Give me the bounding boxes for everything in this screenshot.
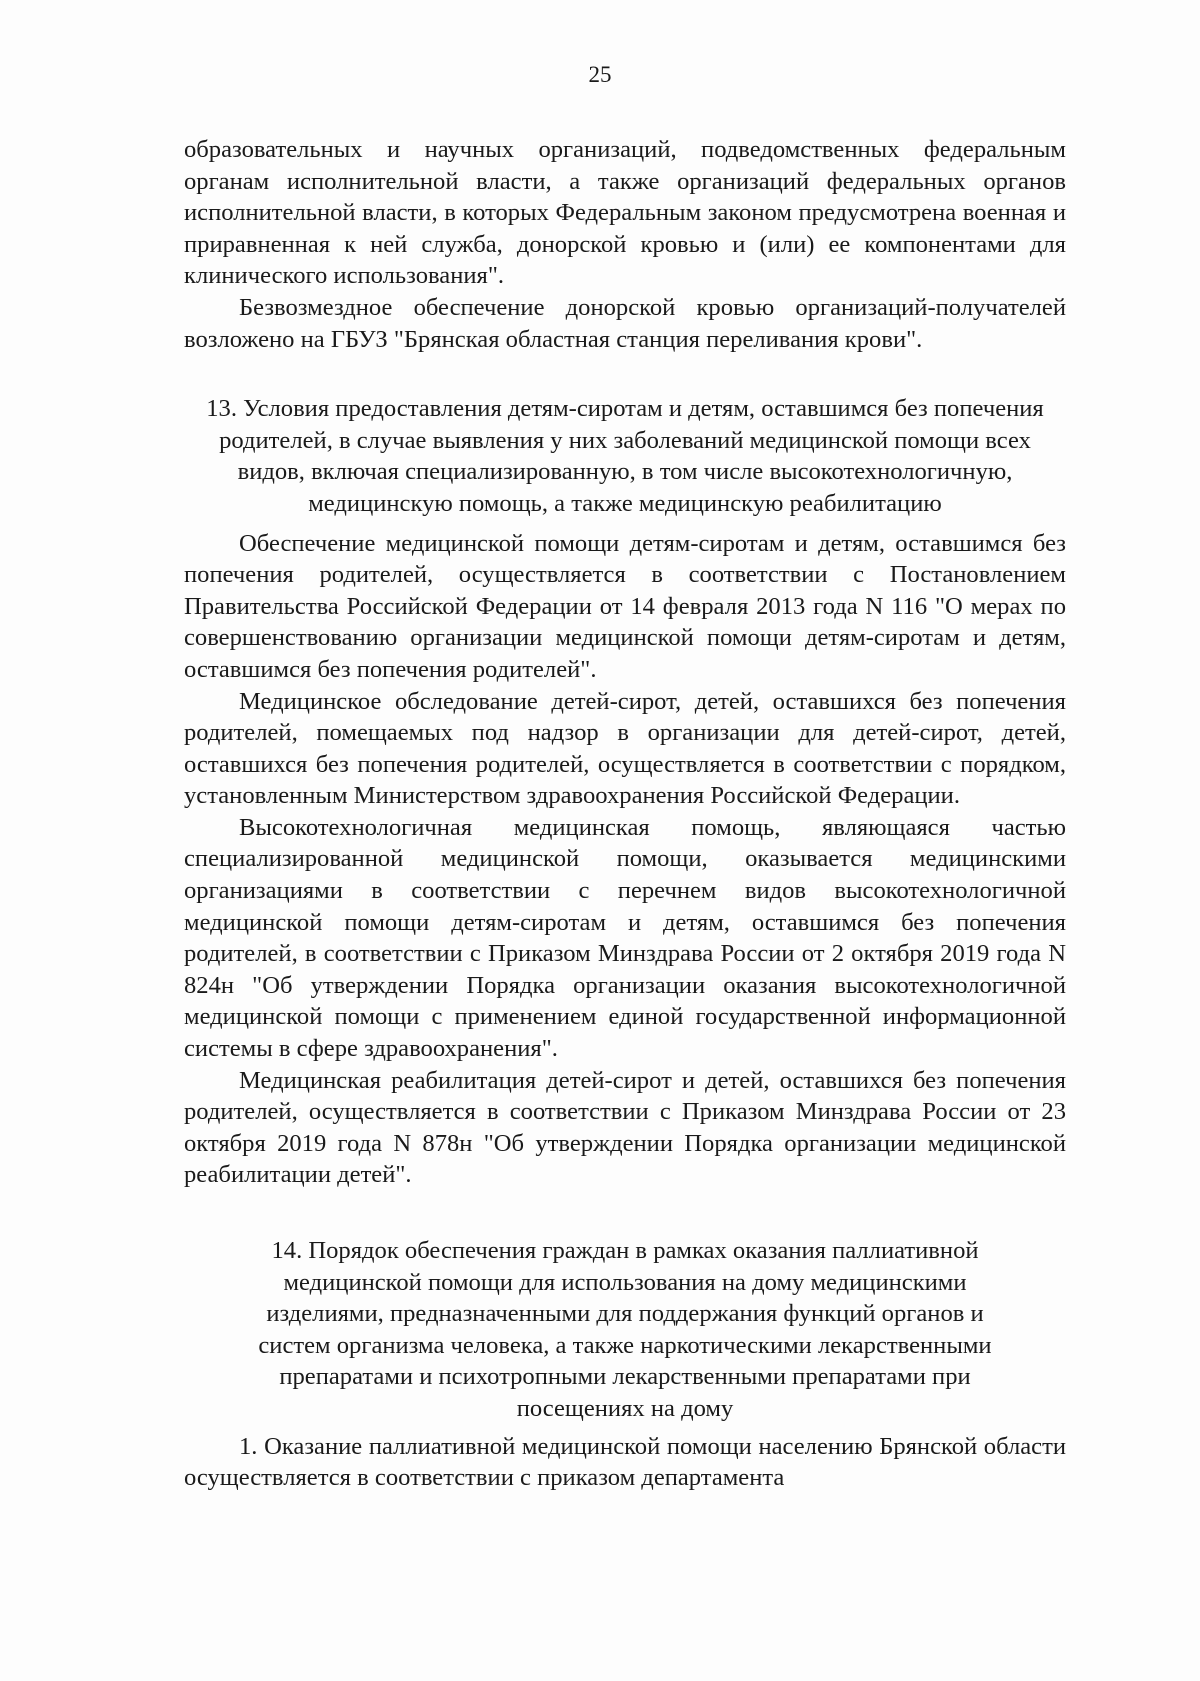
- paragraph-blood-supply: Безвозмездное обеспечение донорской кровью организаций-получателей возложено на ГБУЗ "Брянская областная станция переливания крови".: [184, 293, 1066, 353]
- section-13-paragraph-2: Медицинское обследование детей-сирот, детей, оставшихся без попечения родителей, помещаемых под надзор в организации для детей-сирот, детей, оставшихся без попечения родителей, осуществляется в соответствии с порядком, установленным Министерством здравоохранения Российской Федерации.: [184, 687, 1066, 810]
- document-body: [184, 134, 1066, 1494]
- section-14-heading: 14. Порядок обеспечения граждан в рамках оказания паллиативной медицинской помощи для использования на дому медицинскими изделиями, предназначенными для поддержания функций органов и систем организма человека, а также наркотическими лекарственными препаратами и психотропными лекарственными препаратами при посещениях на дому: [258, 1237, 992, 1422]
- section-13-paragraph-3: Высокотехнологичная медицинская помощь, являющаяся частью специализированной медицинской помощи, оказывается медицинскими организациями в соответствии с перечнем видов высокотехнологичной медицинской помощи детям-сиротам и детям, оставшимся без попечения родителей, в соответствии с Приказом Минздрава России от 2 октября 2019 года N 824н "Об утверждении Порядка организации оказания высокотехнологичной медицинской помощи с применением единой государственной информационной системы в сфере здравоохранения".: [184, 813, 1066, 1063]
- page-number: 25: [588, 62, 612, 87]
- section-13-paragraph-4: Медицинская реабилитация детей-сирот и детей, оставшихся без попечения родителей, осуществляется в соответствии с Приказом Минздрава России от 23 октября 2019 года N 878н "Об утверждении Порядка организации медицинской реабилитации детей".: [184, 1066, 1066, 1189]
- section-14-paragraph-1: 1. Оказание паллиативной медицинской помощи населению Брянской области осуществляется в соответствии с приказом департамента: [184, 1432, 1066, 1492]
- section-13-paragraph-1: Обеспечение медицинской помощи детям-сиротам и детям, оставшимся без попечения родителей, осуществляется в соответствии с Постановлением Правительства Российской Федерации от 14 февраля 2013 года N 116 "О мерах по совершенствованию организации медицинской помощи детям-сиротам и детям, оставшимся без попечения родителей".: [184, 529, 1066, 683]
- paragraph-continuation: образовательных и научных организаций, подведомственных федеральным органам исполнительной власти, а также организаций федеральных органов исполнительной власти, в которых Федеральным законом предусмотрена военная и приравненная к ней служба, донорской кровью и (или) ее компонентами для клинического использования".: [184, 136, 1066, 290]
- section-13-heading: 13. Условия предоставления детям-сиротам и детям, оставшимся без попечения родителей, в случае выявления у них заболеваний медицинской помощи всех видов, включая специализированную, в том числе высокотехнологичную, медицинскую помощь, а также медицинскую реабилитацию: [206, 395, 1044, 517]
